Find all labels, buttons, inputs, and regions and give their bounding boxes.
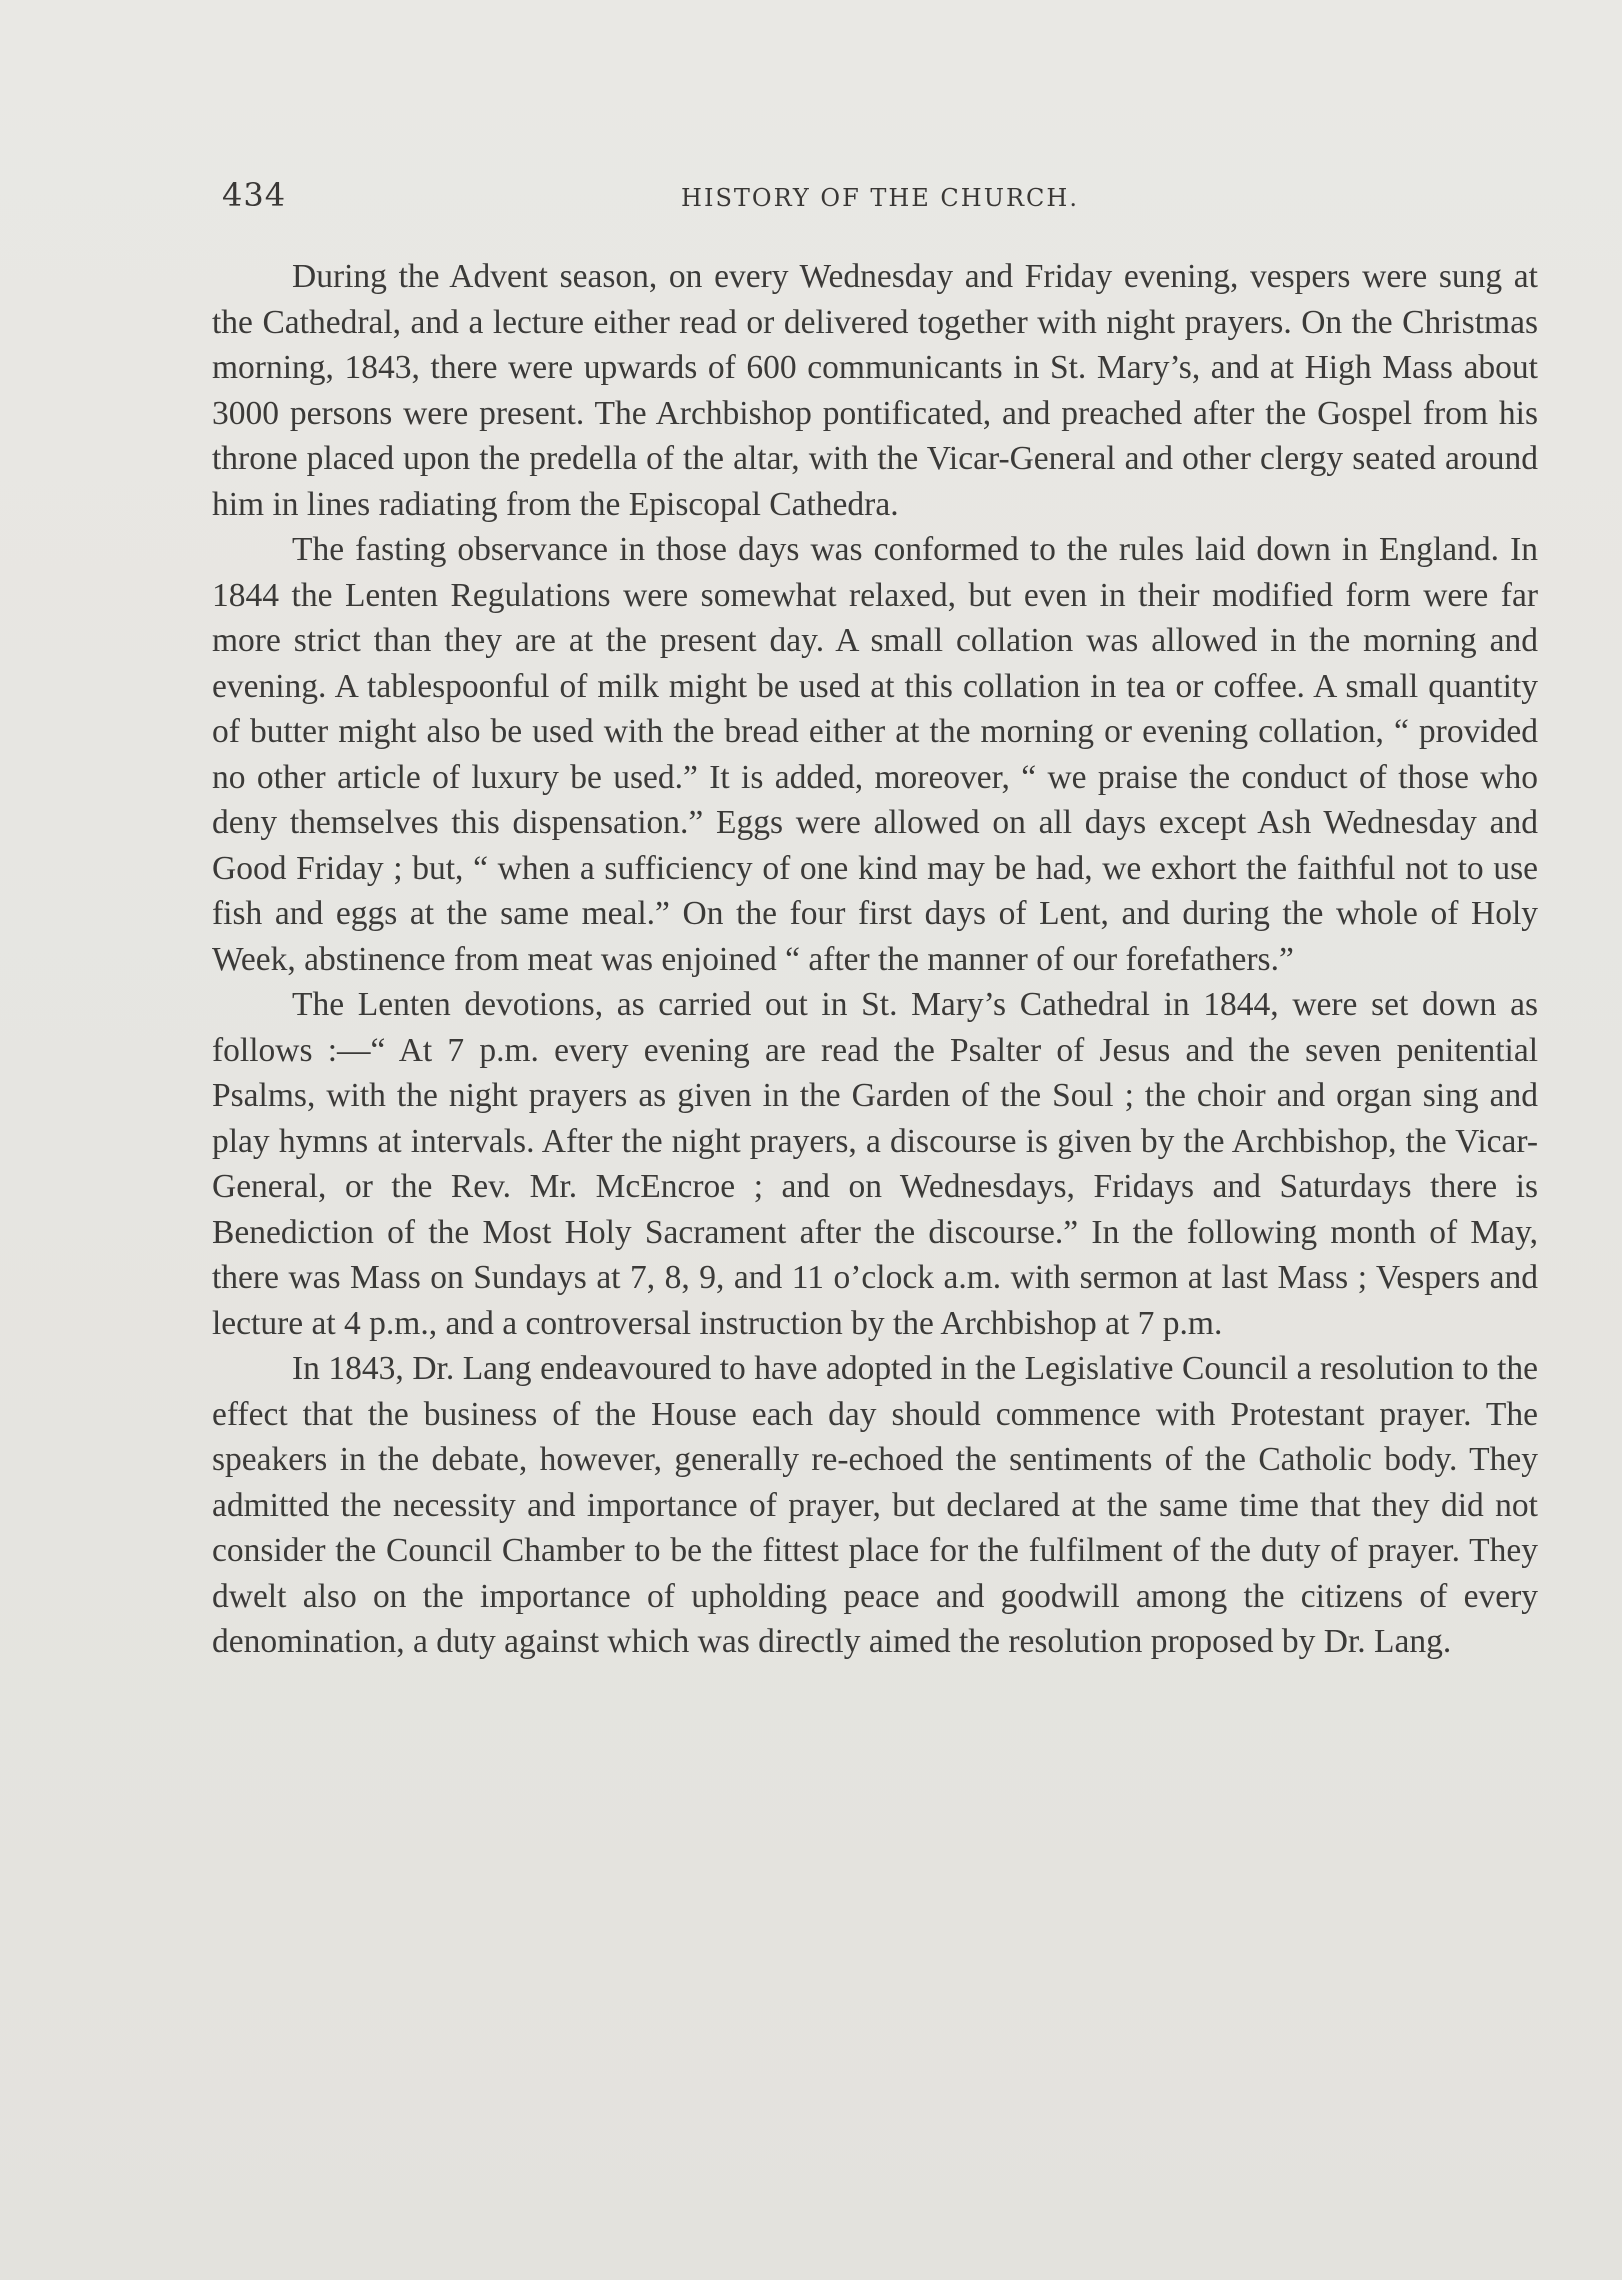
paragraph-fasting: The fasting observance in those days was conformed to the rules laid down in England. In 1844 the Lenten Regulations were somewhat relaxed, but even in their modified form were far more strict than they are at the present day. A small collation was allowed in the morning and evening. A tablespoonful of milk might be used at this collation in tea or coffee. A small quantity of butter might also be used with the bread either at the morning or evening collation, “ provided no other article of luxury be used.” It is added, moreover, “ we praise the conduct of those who deny themselves this dispensation.” Eggs were allowed on all days except Ash Wednesday and Good Friday ; but, “ when a sufficiency of one kind may be had, we exhort the faithful not to use fish and eggs at the same meal.” On the four first days of Lent, and during the whole of Holy Week, abstinence from meat was enjoined “ after the manner of our forefathers.”	[212, 531, 1538, 978]
body-text	[212, 254, 1538, 1665]
page-header	[222, 176, 1538, 226]
paragraph-advent: During the Advent season, on every Wednesday and Friday evening, vespers were sung at the Cathedral, and a lecture either read or delivered together with night prayers. On the Christmas morning, 1843, there were upwards of 600 communicants in St. Mary’s, and at High Mass about 3000 persons were present. The Archbishop pontificated, and preached after the Gospel from his throne placed upon the predella of the altar, with the Vicar-General and other clergy seated around him in lines radiating from the Episcopal Cathedra.	[212, 258, 1538, 523]
page-number: 434	[222, 176, 287, 214]
paragraph-legislative-council: In 1843, Dr. Lang endeavoured to have adopted in the Legislative Council a resolution to the effect that the business of the House each day should commence with Protestant prayer. The speakers in the debate, however, generally re-echoed the sentiments of the Catholic body. They admitted the necessity and importance of prayer, but declared at the same time that they did not consider the Council Chamber to be the fittest place for the fulfilment of the duty of prayer. They dwelt also on the importance of upholding peace and goodwill among the citizens of every denomination, a duty against which was directly aimed the resolution proposed by Dr. Lang.	[212, 1350, 1538, 1660]
paragraph-lenten-devotions: The Lenten devotions, as carried out in St. Mary’s Cathedral in 1844, were set down as follows :—“ At 7 p.m. every evening are read the Psalter of Jesus and the seven penitential Psalms, with the night prayers as given in the Garden of the Soul ; the choir and organ sing and play hymns at intervals. After the night prayers, a discourse is given by the Archbishop, the Vicar-General, or the Rev. Mr. McEncroe ; and on Wednesdays, Fridays and Saturdays there is Benediction of the Most Holy Sacrament after the discourse.” In the following month of May, there was Mass on Sundays at 7, 8, 9, and 11 o’clock a.m. with sermon at last Mass ; Vespers and lecture at 4 p.m., and a controversal instruction by the Archbishop at 7 p.m.	[212, 986, 1538, 1342]
running-title: HISTORY OF THE CHURCH.	[681, 184, 1079, 212]
